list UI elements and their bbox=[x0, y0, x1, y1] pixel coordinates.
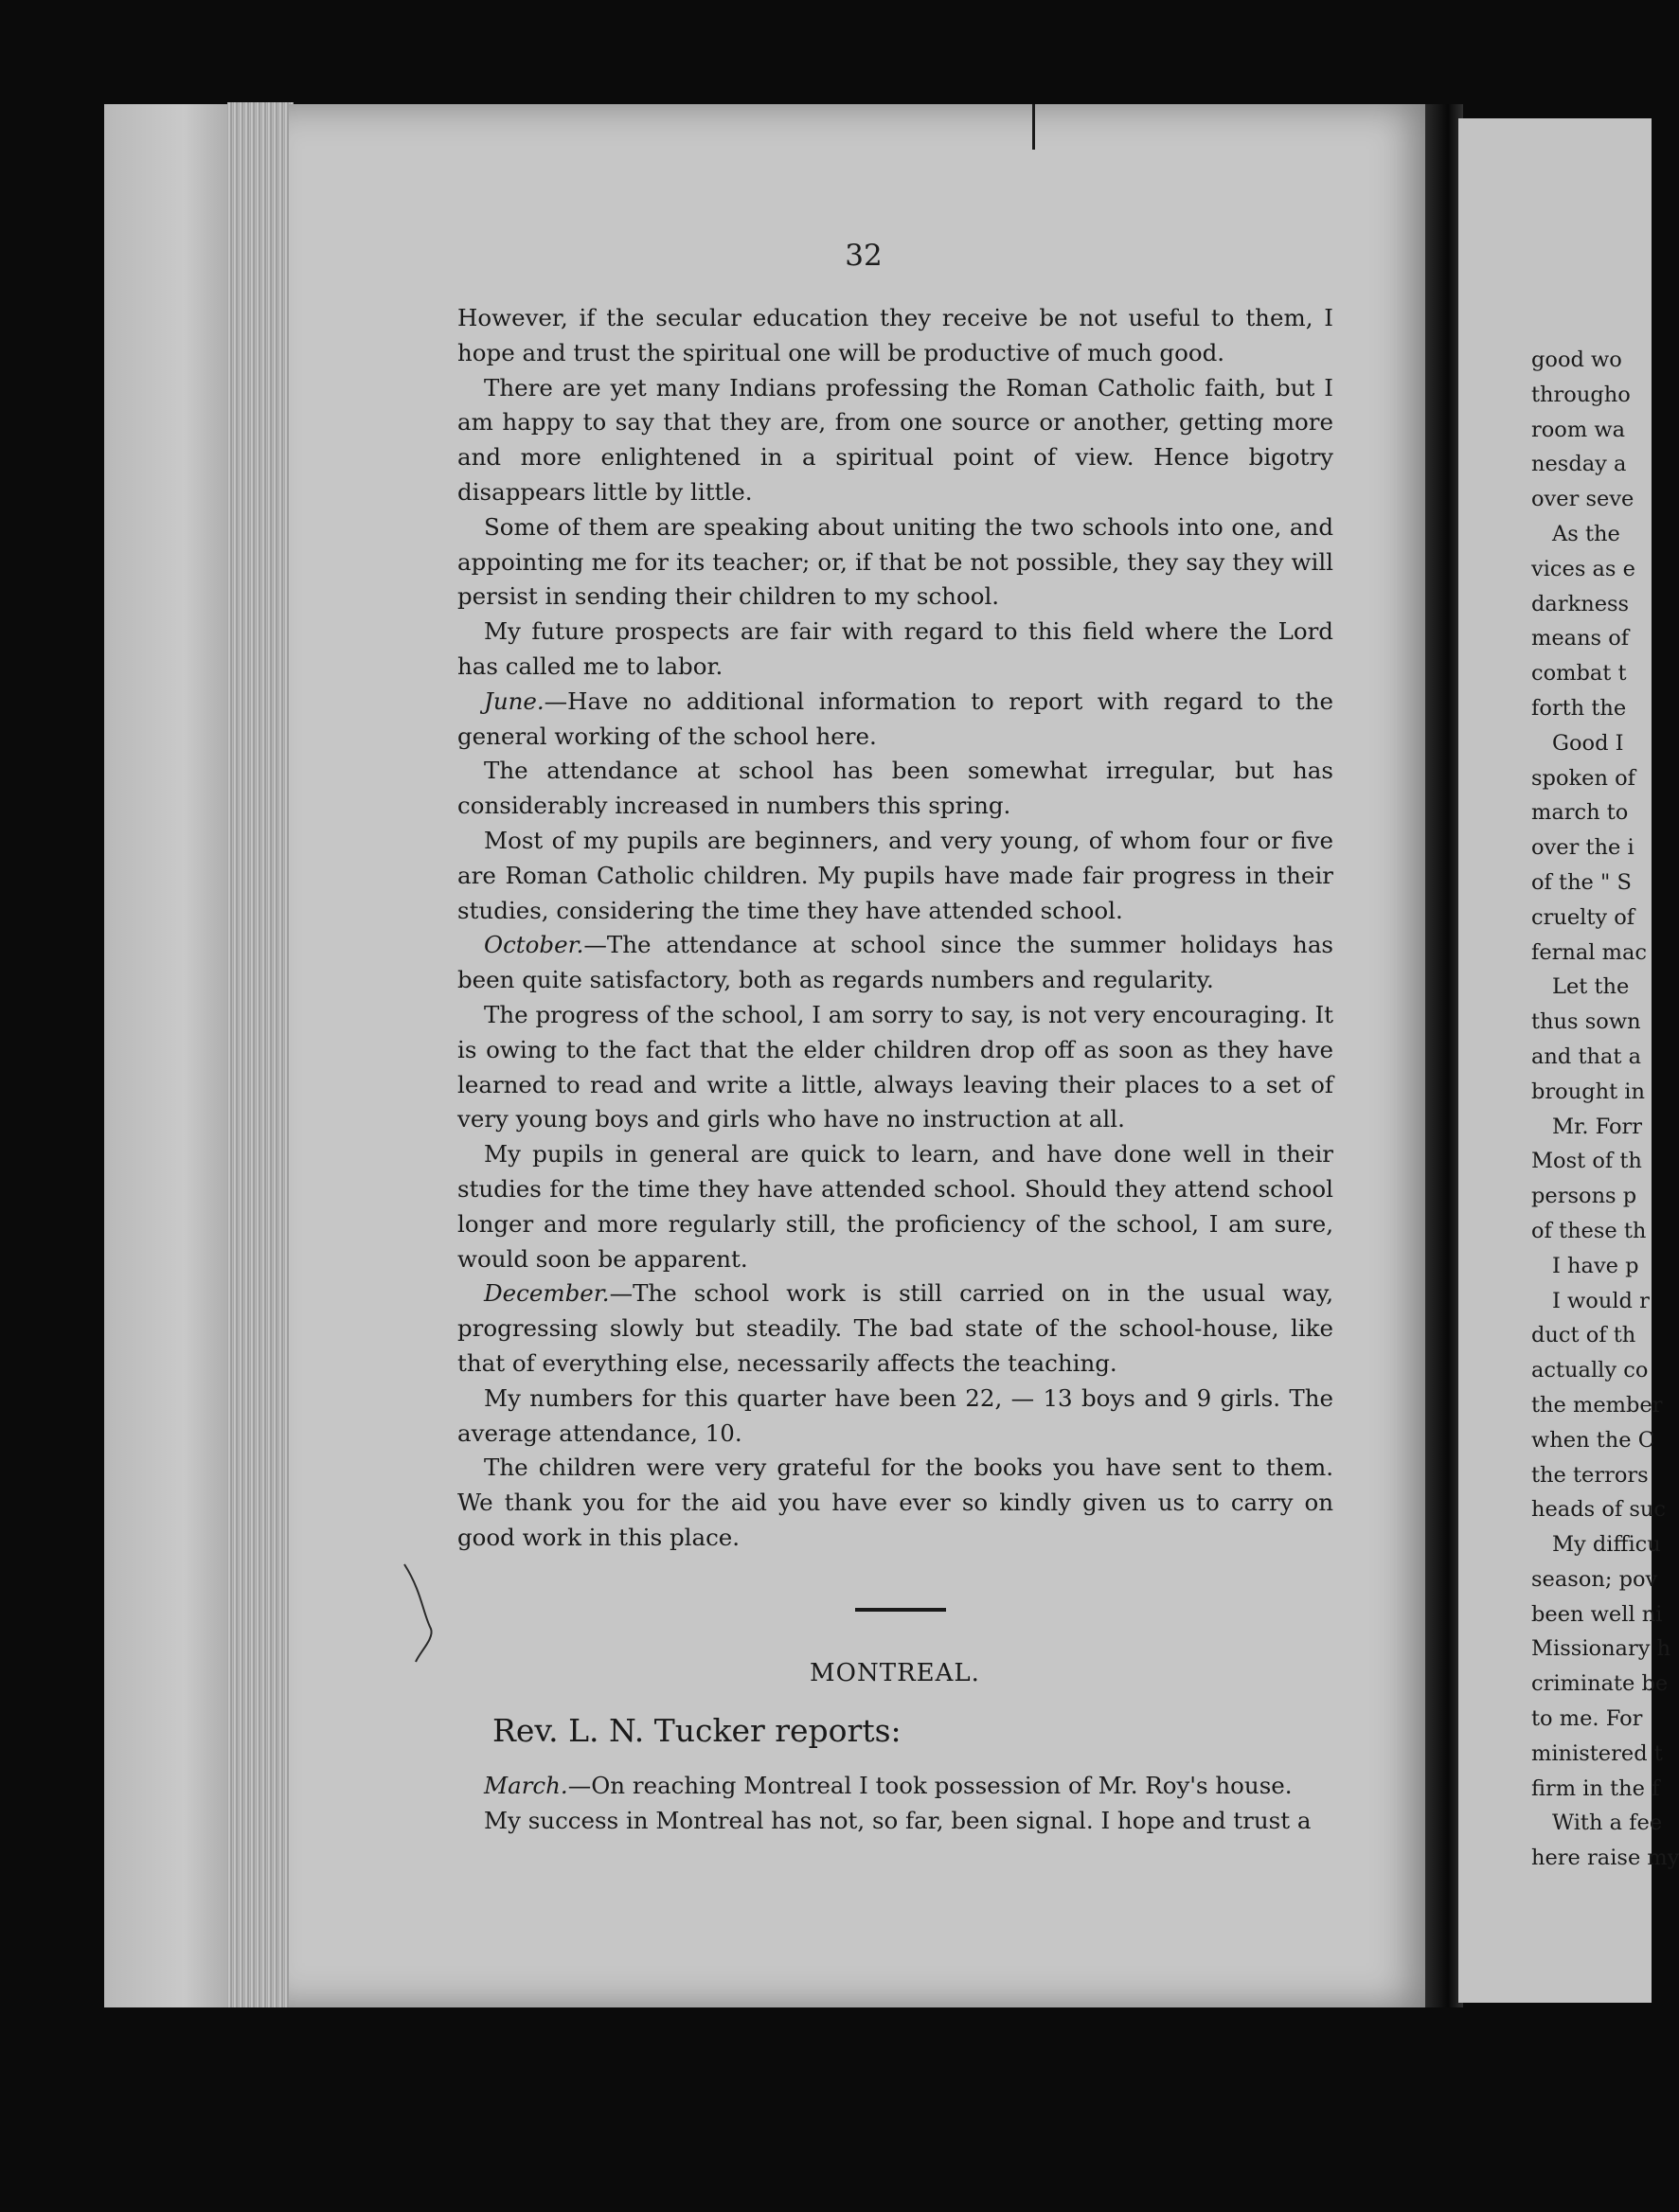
page-edge-stack bbox=[227, 102, 294, 2007]
section-divider bbox=[855, 1608, 946, 1612]
right-page-line: I have p bbox=[1552, 1253, 1639, 1278]
right-page-line: means of bbox=[1531, 626, 1630, 651]
right-page-line: spoken of bbox=[1531, 765, 1635, 791]
right-page-line: forth the bbox=[1531, 695, 1627, 721]
main-body-text bbox=[457, 301, 1333, 1556]
book-gutter bbox=[1425, 104, 1463, 2007]
ink-mark bbox=[1032, 104, 1035, 150]
right-page-line: cruelty of bbox=[1531, 904, 1635, 930]
paragraph-text: —The attendance at school since the summer holidays has been quite satisfactory, both as regards numbers and regularity. bbox=[457, 931, 1333, 994]
paragraph bbox=[457, 685, 1333, 755]
right-page-line: Let the bbox=[1552, 974, 1630, 1000]
paragraph: The attendance at school has been somewhat irregular, but has considerably increased in numbers this spring. bbox=[457, 757, 1333, 820]
paragraph: The children were very grateful for the books you have sent to them. We thank you for the aid you have ever so kindly given us to carry on good work in this place. bbox=[457, 1454, 1333, 1551]
right-page-line: Most of th bbox=[1531, 1149, 1642, 1174]
right-page-line: Mr. Forr bbox=[1552, 1114, 1643, 1139]
paragraph: There are yet many Indians professing the Roman Catholic faith, but I am happy to say that they are, from one source or another, getting more and more enlightened in a spiritual point of view. Hence bigotry disappears little by little. bbox=[457, 373, 1333, 506]
pencil-mark bbox=[402, 1562, 459, 1667]
right-page-line: With a fee bbox=[1552, 1811, 1663, 1836]
section-heading: MONTREAL. bbox=[810, 1659, 980, 1687]
right-page-line: I would r bbox=[1552, 1288, 1650, 1313]
paragraph bbox=[457, 928, 1333, 998]
right-page-line: over the i bbox=[1531, 835, 1634, 861]
right-page-line: over seve bbox=[1531, 487, 1634, 512]
right-page-line: good wo bbox=[1531, 348, 1622, 372]
paragraph bbox=[457, 1276, 1333, 1381]
paragraph-text: —Have no additional information to report with regard to the general working of the school here. bbox=[457, 687, 1333, 750]
right-page-line: persons p bbox=[1531, 1184, 1637, 1209]
paragraph bbox=[457, 1769, 1333, 1804]
paragraph: Most of my pupils are beginners, and very young, of whom four or five are Roman Catholic children. My pupils have made fair progress in their studies, considering the time they have attended school. bbox=[457, 826, 1333, 924]
right-page-line: of these th bbox=[1531, 1218, 1647, 1243]
right-page-line: thus sown bbox=[1531, 1009, 1641, 1035]
right-page-line: duct of th bbox=[1531, 1323, 1636, 1348]
month-label: December. bbox=[484, 1279, 610, 1308]
month-label: March. bbox=[484, 1772, 568, 1799]
left-book-margin bbox=[104, 104, 237, 2007]
right-page-line: darkness bbox=[1531, 591, 1630, 616]
right-page-line: here raise my bbox=[1531, 1846, 1679, 1871]
month-label: June. bbox=[484, 687, 545, 715]
right-page-line: to me. For bbox=[1531, 1706, 1643, 1732]
paragraph-text: —On reaching Montreal I took possession of Mr. Roy's house. bbox=[567, 1772, 1293, 1799]
right-page-line: actually co bbox=[1531, 1358, 1649, 1383]
month-label: October. bbox=[484, 931, 584, 959]
right-page-line: heads of suc bbox=[1531, 1497, 1666, 1523]
section-body-text bbox=[457, 1769, 1333, 1839]
right-page-line: Good I bbox=[1552, 730, 1624, 756]
right-page-line: As the bbox=[1552, 521, 1620, 546]
paragraph: However, if the secular education they receive be not useful to them, I hope and trust the spiritual one will be productive of much good. bbox=[457, 304, 1333, 366]
right-page-line: ministered t bbox=[1531, 1740, 1663, 1766]
right-page-line: Missionary h bbox=[1531, 1636, 1671, 1662]
right-page-line: brought in bbox=[1531, 1079, 1645, 1104]
right-page-line: march to bbox=[1531, 800, 1629, 826]
right-page-line: firm in the f bbox=[1531, 1775, 1660, 1801]
paragraph: My pupils in general are quick to learn, and have done well in their studies for the time they have attended school. Should they attend school longer and more regularly still, the proficiency of the school, I am sure, would soon be apparent. bbox=[457, 1140, 1333, 1273]
paragraph: My numbers for this quarter have been 22, — 13 boys and 9 girls. The average attendance, 10. bbox=[457, 1383, 1333, 1447]
right-page-line: been well ni bbox=[1531, 1601, 1663, 1627]
right-page-line: vices as e bbox=[1531, 556, 1635, 581]
right-page-line: season; pov bbox=[1531, 1566, 1658, 1592]
right-page-line: combat t bbox=[1531, 661, 1627, 687]
paragraph-text: —The school work is still carried on in the usual way, progressing slowly but steadily. The bad state of the school-house, like that of everything else, necessarily affects the teaching. bbox=[457, 1279, 1333, 1377]
right-page-line: the member bbox=[1531, 1392, 1663, 1418]
right-page-line: fernal mac bbox=[1531, 939, 1648, 965]
paragraph: My future prospects are fair with regard to this field where the Lord has called me to labor. bbox=[457, 617, 1333, 680]
right-page-line: criminate be bbox=[1531, 1671, 1669, 1697]
right-page-line: the terrors bbox=[1531, 1462, 1649, 1488]
paragraph: My success in Montreal has not, so far, been signal. I hope and trust a bbox=[484, 1806, 1312, 1834]
right-page-line: when the C bbox=[1531, 1427, 1654, 1453]
report-heading: Rev. L. N. Tucker reports: bbox=[492, 1712, 902, 1749]
paragraph: Some of them are speaking about uniting the two schools into one, and appointing me for its teacher; or, if that be not possible, they say they will persist in sending their children to my school. bbox=[457, 512, 1333, 611]
paragraph: The progress of the school, I am sorry to say, is not very encouraging. It is owing to the fact that the elder children drop off as soon as they have learned to read and write a little, always leaving their places to a set of very young boys and girls who have no instruction at all. bbox=[457, 1000, 1333, 1133]
right-page-line: nesday a bbox=[1531, 452, 1627, 477]
right-page-text bbox=[1531, 343, 1679, 1876]
right-page-line: room wa bbox=[1531, 417, 1626, 442]
page-number: 32 bbox=[845, 239, 883, 273]
right-page-line: and that a bbox=[1531, 1044, 1642, 1069]
right-page-line: My difficu bbox=[1552, 1532, 1661, 1558]
right-page-line: of the " S bbox=[1531, 869, 1632, 895]
right-page-line: througho bbox=[1531, 382, 1631, 407]
